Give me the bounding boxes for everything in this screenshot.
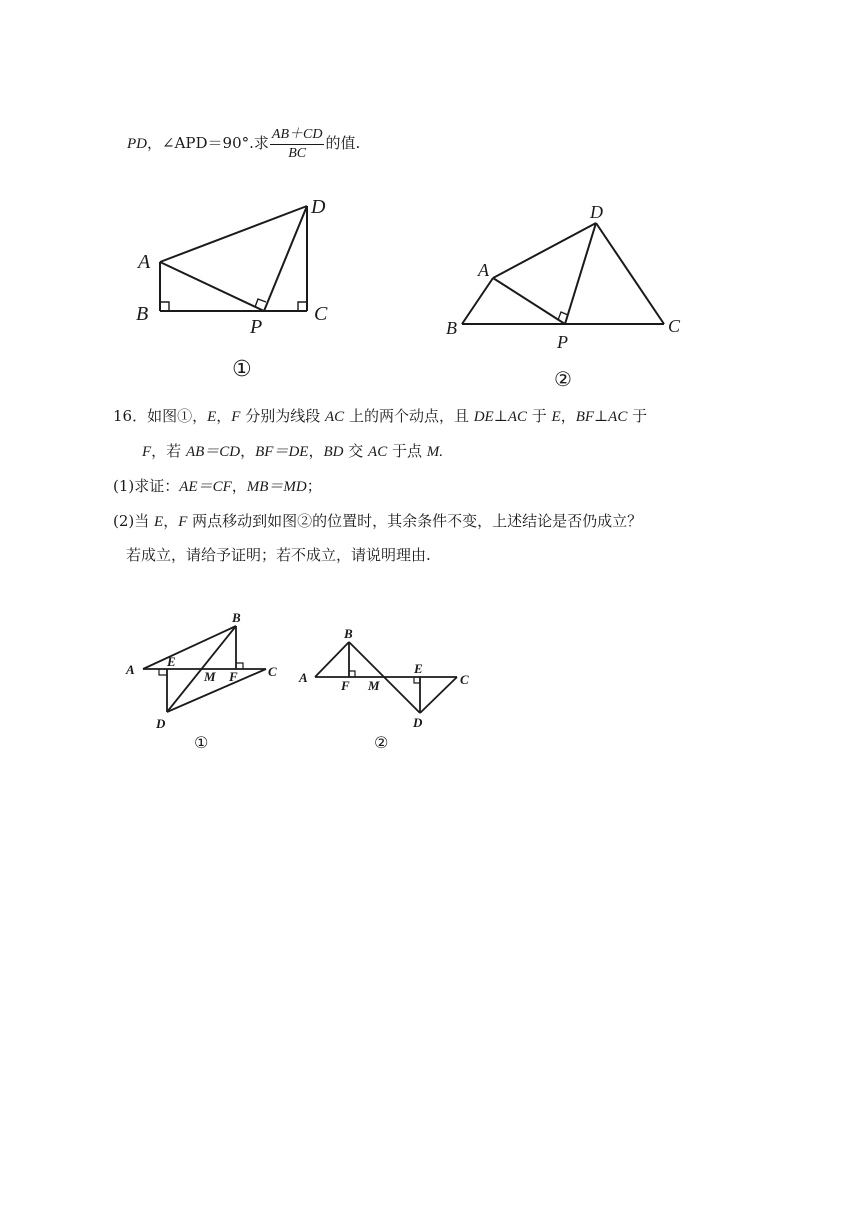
- q16-part-2-line-2: 若成立，请给予证明；若不成立，请说明理由.: [126, 546, 431, 564]
- intro-line: [127, 121, 360, 165]
- fig4-label-d: D: [413, 715, 423, 730]
- fig3-label-e: E: [167, 654, 176, 669]
- fig3-label-a: A: [126, 662, 135, 677]
- q16-text: 于点: [387, 442, 427, 460]
- fig4-segment-bd: [349, 642, 420, 713]
- fig2-label-c: C: [668, 316, 681, 336]
- q16-sep: ，: [240, 442, 256, 460]
- fig4-label-a: A: [299, 670, 308, 685]
- fraction-denominator: BC: [288, 145, 307, 161]
- q16-ab-eq-cd: AB＝CD: [185, 444, 241, 460]
- fig3-label-f: F: [229, 669, 238, 684]
- fig1-label-a: A: [138, 251, 151, 273]
- fig1-caption: ①: [232, 357, 252, 382]
- q16-bf-perp-ac: BF⊥AC: [575, 409, 628, 425]
- fig3-segment-bd: [167, 626, 236, 712]
- fig3-right-angle-e: [159, 669, 167, 675]
- q16-line-1: [113, 406, 647, 427]
- q16-e: E: [551, 409, 561, 425]
- fraction: [270, 126, 325, 163]
- q16-prefix: 16．如图①，: [113, 407, 208, 425]
- fig4-right-angle-f: [349, 671, 355, 677]
- fig4-label-m: M: [368, 678, 380, 693]
- part1-end: ；: [306, 477, 322, 495]
- part1-sep: ，: [231, 477, 247, 495]
- q16-ac: AC: [325, 409, 345, 425]
- fig2-right-angle-p: [558, 312, 568, 320]
- part2-prefix: (2)当: [113, 512, 155, 530]
- part1-prefix: (1)求证：: [113, 477, 180, 495]
- q16-f: F: [142, 444, 152, 460]
- q16-text: 分别为线段: [240, 407, 325, 425]
- q16-f: F: [231, 409, 241, 425]
- fig4-label-b: B: [344, 626, 353, 641]
- q16-text: 于: [527, 407, 552, 425]
- part1-mb-eq-md: MB＝MD: [246, 479, 307, 495]
- q16-bf-eq-de: BF＝DE: [255, 444, 309, 460]
- q16-text: 上的两个动点，且: [344, 407, 474, 425]
- q16-text: 交: [343, 442, 369, 460]
- q16-e: E: [207, 409, 217, 425]
- q16-sep: ，: [216, 407, 232, 425]
- q16-sep: ，: [560, 407, 576, 425]
- q16-de-perp-ac: DE⊥AC: [473, 409, 527, 425]
- q16-part-2-line-1: [113, 511, 642, 532]
- part1-ae-eq-cf: AE＝CF: [179, 479, 232, 495]
- part2-f: F: [178, 514, 188, 530]
- fig4-label-f: F: [341, 678, 350, 693]
- fig4-right-angle-e: [414, 677, 420, 683]
- fig4-label-e: E: [414, 661, 423, 676]
- fig3-label-c: C: [268, 664, 277, 679]
- fig1-segment-pd: [264, 206, 307, 311]
- fig3-caption: ①: [194, 733, 209, 752]
- q16-text: ，若: [151, 442, 186, 460]
- fig2-label-d: D: [590, 202, 603, 222]
- fig4-segment-ab: [315, 642, 349, 677]
- fig1-right-angle-b: [160, 302, 169, 311]
- fig3-label-m: M: [204, 669, 216, 684]
- part2-text: 两点移动到如图②的位置时，其余条件不变，上述结论是否仍成立？: [187, 512, 643, 530]
- fig3-label-d: D: [156, 716, 166, 731]
- fig1-segment-ad: [160, 206, 307, 262]
- fig2-segment-ba: [462, 278, 493, 324]
- fig2-label-p: P: [557, 332, 568, 352]
- fig1-right-angle-p: [255, 299, 266, 307]
- fig1-segment-ap: [160, 262, 264, 311]
- q16-bd: BD: [323, 444, 344, 460]
- part2-e: E: [154, 514, 164, 530]
- q16-m: M.: [426, 444, 443, 460]
- intro-pd: PD: [127, 136, 147, 152]
- q16-sep: ，: [308, 442, 324, 460]
- fraction-numerator: AB＋CD: [270, 126, 325, 145]
- q16-ac: AC: [368, 444, 388, 460]
- intro-tail: 的值.: [325, 134, 361, 152]
- fig2-label-b: B: [446, 318, 457, 338]
- intro-angle: ，∠APD＝90°.求: [147, 134, 269, 152]
- fig4-caption: ②: [374, 733, 389, 752]
- fig2-segment-ad: [493, 223, 596, 278]
- fig1-label-d: D: [311, 196, 326, 218]
- fig2-segment-dc: [596, 223, 664, 324]
- q16-text: 于: [627, 407, 648, 425]
- fig2-label-a: A: [478, 260, 489, 280]
- fig3-label-b: B: [232, 610, 241, 625]
- fig4-label-c: C: [460, 672, 469, 687]
- fig1-label-p: P: [250, 316, 263, 338]
- fig3-segment-ab: [143, 626, 236, 669]
- q16-part-1: [113, 476, 322, 497]
- fig4-segment-dc: [420, 677, 457, 713]
- fig1-right-angle-c: [298, 302, 307, 311]
- fig3-segment-dc: [167, 669, 266, 712]
- fig2-segment-ap: [493, 278, 565, 324]
- fig3-right-angle-f: [236, 663, 243, 669]
- fig1-label-c: C: [314, 303, 328, 325]
- fig2-caption: ②: [554, 367, 572, 391]
- q16-line-2: [142, 441, 443, 462]
- fig2-segment-pd: [565, 223, 596, 324]
- fig1-label-b: B: [136, 303, 149, 325]
- part2-sep: ，: [163, 512, 179, 530]
